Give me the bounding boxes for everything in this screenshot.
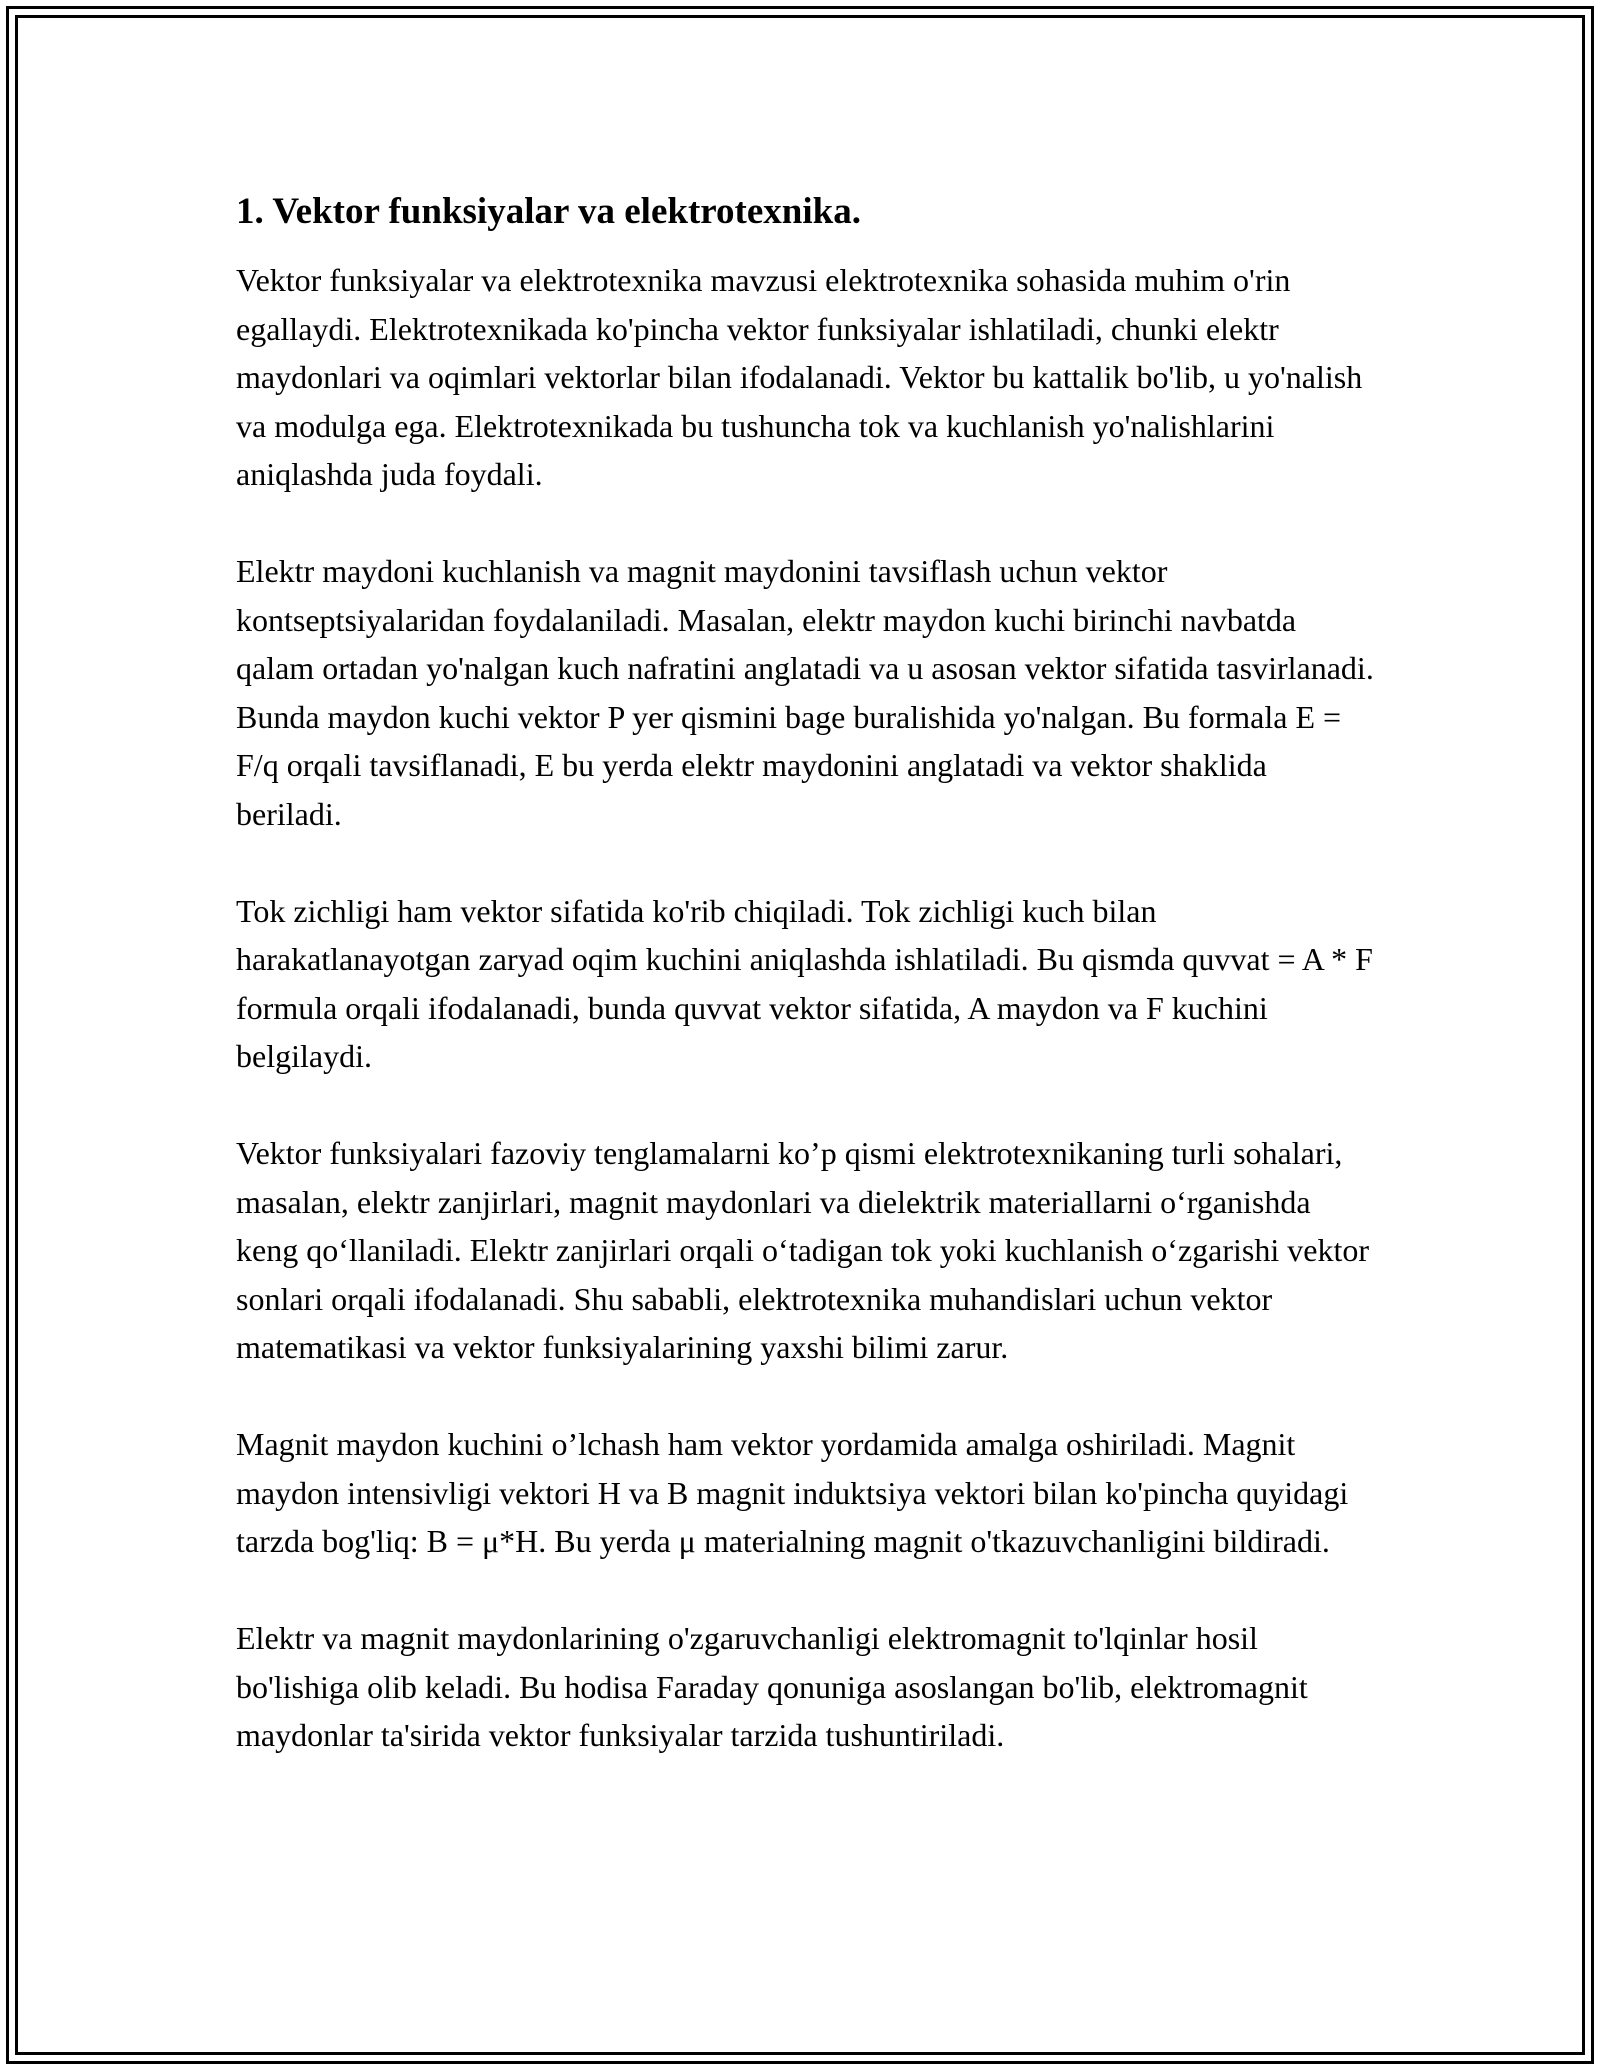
paragraph-applications: Vektor funksiyalari fazoviy tenglamalarni ko’p qismi elektrotexnikaning turli sohalari, masalan, elektr zanjirlari, magnit maydonlari va dielektrik materiallarni o‘rganishda keng qo‘llaniladi. Elektr zanjirlari orqali o‘tadigan tok yoki kuchlanish o‘zgarishi vektor sonlari orqali ifodalanadi. Shu sababli, elektrotexnika muhandislari uchun vektor matematikasi va vektor funksiyalarining yaxshi bilimi zarur.: [236, 1135, 1369, 1365]
paragraph-current-density: Tok zichligi ham vektor sifatida ko'rib chiqiladi. Tok zichligi kuch bilan harakatlanayotgan zaryad oqim kuchini aniqlashda ishlatiladi. Bu qismda quvvat = A * F formula orqali ifodalanadi, bunda quvvat vektor sifatida, A maydon va F kuchini belgilaydi.: [236, 892, 1373, 1074]
paragraph-vector-functions-intro: Vektor funksiyalar va elektrotexnika mavzusi elektrotexnika sohasida muhim o'rin egallaydi. Elektrotexnikada ko'pincha vektor funksiyalar ishlatiladi, chunki elektr maydonlari va oqimlari vektorlar bilan ifodalanadi. Vektor bu kattalik bo'lib, u yo'nalish va modulga ega. Elektrotexnikada bu tushuncha tok va kuchlanish yo'nalishlarini aniqlashda juda foydali.: [236, 262, 1363, 492]
paragraph-electric-field: Elektr maydoni kuchlanish va magnit maydonini tavsiflash uchun vektor kontseptsiyalaridan foydalaniladi. Masalan, elektr maydon kuchi birinchi navbatda qalam ortadan yo'nalgan kuch nafratini anglatadi va u asosan vektor sifatida tasvirlanadi. Bunda maydon kuchi vektor P yer qismini bage buralishida yo'nalgan. Bu formala E = F/q orqali tavsiflanadi, E bu yerda elektr maydonini anglatadi va vektor shaklida beriladi.: [236, 553, 1374, 832]
paragraph-electromagnetic-waves: Elektr va magnit maydonlarining o'zgaruvchanligi elektromagnit to'lqinlar hosil bo'lishiga olib keladi. Bu hodisa Faraday qonuniga asoslangan bo'lib, elektromagnit maydonlar ta'sirida vektor funksiyalar tarzida tushuntiriladi.: [236, 1620, 1308, 1753]
document-title: 1. Vektor funksiyalar va elektrotexnika.: [236, 191, 861, 232]
paragraph-magnetic-field: Magnit maydon kuchini o’lchash ham vektor yordamida amalga oshiriladi. Magnit maydon intensivligi vektori H va B magnit induktsiya vektori bilan ko'pincha quyidagi tarzda bog'liq: B = μ*H. Bu yerda μ materialning magnit o'tkazuvchanligini bildiradi.: [236, 1426, 1349, 1559]
document-body: [236, 188, 1376, 1760]
